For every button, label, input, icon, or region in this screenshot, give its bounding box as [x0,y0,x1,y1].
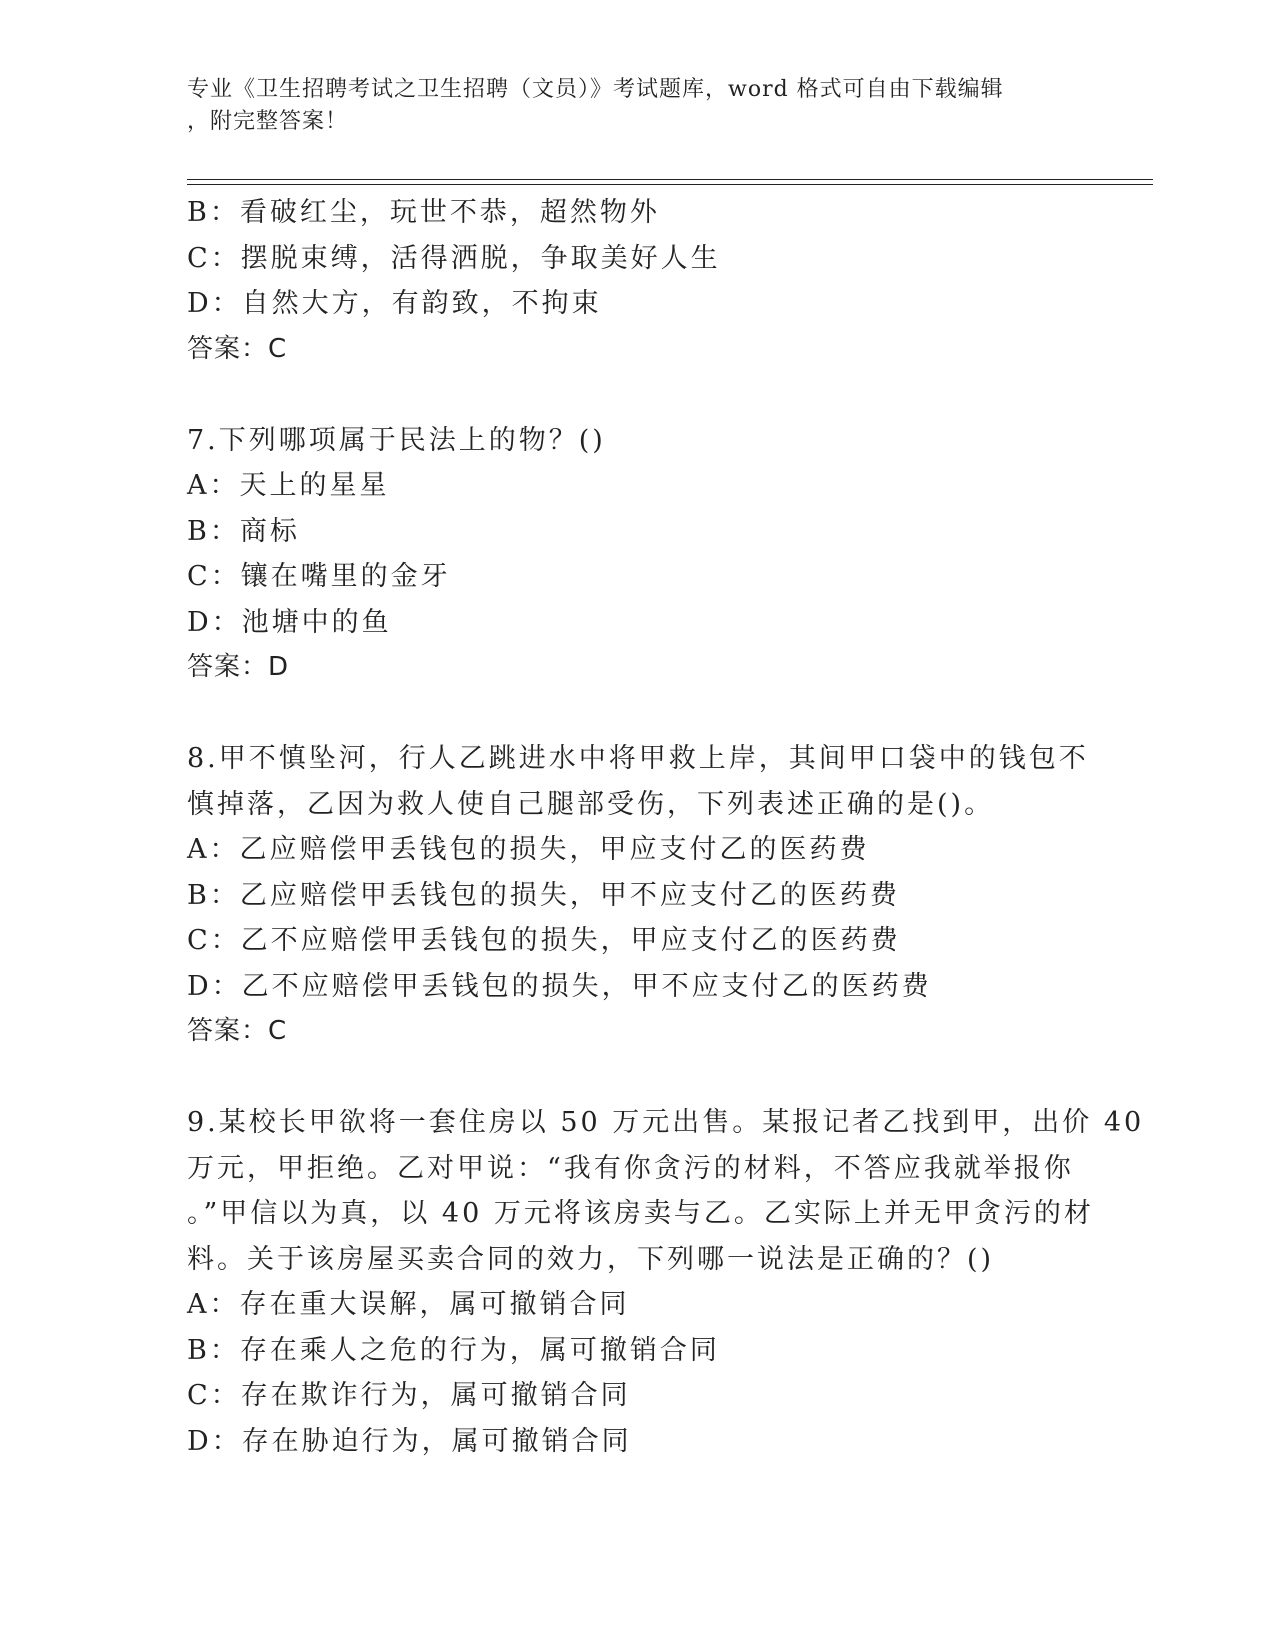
q9-stem-line-2: 万元，甲拒绝。乙对甲说：“我有你贪污的材料，不答应我就举报你 [187,1152,1074,1184]
q8-stem-line-1: 8.甲不慎坠河，行人乙跳进水中将甲救上岸，其间甲口袋中的钱包不 [187,743,1089,774]
q9-option-b: B：存在乘人之危的行为，属可撤销合同 [187,1334,720,1366]
q8-answer: 答案：C [187,1016,288,1046]
q8-option-a: A：乙应赔偿甲丢钱包的损失，甲应支付乙的医药费 [187,834,870,865]
question-gap [187,372,1087,418]
q7-option-b: B：商标 [187,515,300,547]
q9-option-c: C：存在欺诈行为，属可撤销合同 [187,1380,631,1411]
header-text-line-1: 专业《卫生招聘考试之卫生招聘（文员）》考试题库，word 格式可自由下载编辑 [187,77,1004,102]
q9-stem-line-3: 。”甲信以为真，以 40 万元将该房卖与乙。乙实际上并无甲贪污的材 [187,1198,1094,1229]
q9-option-d: D：存在胁迫行为，属可撤销合同 [187,1425,632,1457]
question-7 [187,418,1087,691]
question-gap [187,1055,1087,1101]
q9-stem-line-4: 料。关于该房屋买卖合同的效力，下列哪一说法是正确的？() [187,1243,995,1275]
question-8 [187,736,1087,1055]
header-text-line-2: ，附完整答案！ [187,109,349,134]
question-list [187,190,1145,1464]
q6-answer: 答案：C [187,333,288,364]
q8-option-d: D：乙不应赔偿甲丢钱包的损失，甲不应支付乙的医药费 [187,970,932,1002]
q6-option-c: C：摆脱束缚，活得洒脱，争取美好人生 [187,242,721,274]
header-divider-bottom [187,184,1153,185]
q7-option-d: D：池塘中的鱼 [187,606,392,638]
header-divider-top [187,179,1153,180]
q6-option-b: B：看破红尘，玩世不恭，超然物外 [187,197,660,228]
q8-stem-line-2: 慎掉落，乙因为救人使自己腿部受伤，下列表述正确的是()。 [187,788,995,820]
question-9 [187,1100,1145,1464]
q7-answer: 答案：D [187,652,290,682]
q8-option-c: C：乙不应赔偿甲丢钱包的损失，甲应支付乙的医药费 [187,925,901,956]
q6-option-d: D：自然大方，有韵致，不拘束 [187,288,602,319]
q8-option-b: B：乙应赔偿甲丢钱包的损失，甲不应支付乙的医药费 [187,879,900,911]
q7-option-a: A：天上的星星 [187,470,390,501]
q9-stem-line-1: 9.某校长甲欲将一套住房以 50 万元出售。某报记者乙找到甲，出价 40 [187,1107,1145,1138]
page-header [187,74,1067,138]
q7-stem: 7.下列哪项属于民法上的物？() [187,424,606,456]
question-gap [187,691,1087,737]
question-6-fragment [187,190,1087,372]
q7-option-c: C：镶在嘴里的金牙 [187,561,451,592]
q9-option-a: A：存在重大误解，属可撤销合同 [187,1289,630,1320]
